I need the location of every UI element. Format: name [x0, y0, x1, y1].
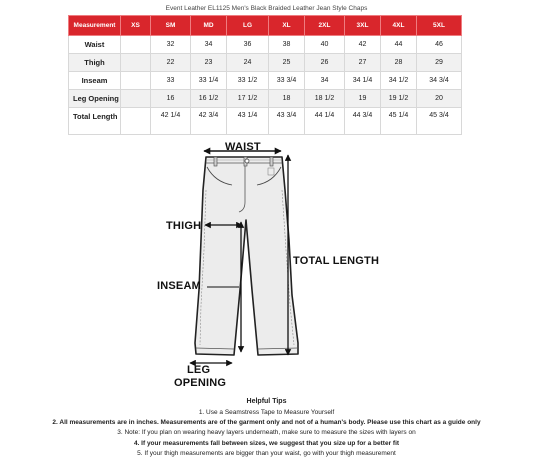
table-cell: 33 3/4 [269, 72, 305, 90]
table-cell: 38 [269, 36, 305, 54]
table-cell: 34 1/4 [345, 72, 381, 90]
table-cell: 34 1/2 [381, 72, 417, 90]
table-cell: 34 3/4 [417, 72, 462, 90]
row-label: Waist [69, 36, 121, 54]
table-cell: 18 [269, 90, 305, 108]
table-cell: 32 [151, 36, 191, 54]
table-cell: 28 [381, 54, 417, 72]
table-cell: 45 1/4 [381, 108, 417, 135]
table-cell: 45 3/4 [417, 108, 462, 135]
header-cell: XL [269, 16, 305, 36]
tip-item: 5. If your thigh measurements are bigger than your waist, go with your thigh measurement [137, 449, 396, 457]
size-chart-table [68, 15, 462, 135]
table-cell: 20 [417, 90, 462, 108]
table-cell: 33 1/4 [191, 72, 227, 90]
table-cell: 25 [269, 54, 305, 72]
table-cell: 43 1/4 [227, 108, 269, 135]
table-row [69, 54, 462, 72]
table-cell: 43 3/4 [269, 108, 305, 135]
table-cell: 26 [305, 54, 345, 72]
table-cell: 18 1/2 [305, 90, 345, 108]
table-cell: 34 [305, 72, 345, 90]
table-cell: 46 [417, 36, 462, 54]
header-cell: MD [191, 16, 227, 36]
jeans-diagram [0, 130, 533, 398]
total-length-label: TOTAL LENGTH [293, 255, 380, 267]
table-cell: 17 1/2 [227, 90, 269, 108]
table-cell [121, 36, 151, 54]
table-cell: 19 [345, 90, 381, 108]
header-cell: Measurement [69, 16, 121, 36]
table-cell: 44 3/4 [345, 108, 381, 135]
table-cell: 29 [417, 54, 462, 72]
table-cell: 24 [227, 54, 269, 72]
table-cell: 33 1/2 [227, 72, 269, 90]
tip-item: 3. Note: If you plan on wearing heavy layers underneath, make sure to measure the sizes with layers on [117, 429, 416, 437]
table-cell: 42 [345, 36, 381, 54]
table-cell: 36 [227, 36, 269, 54]
table-row [69, 36, 462, 54]
leg-label: LEG [187, 364, 211, 376]
table-cell [121, 72, 151, 90]
table-cell: 40 [305, 36, 345, 54]
table-cell [121, 90, 151, 108]
table-cell: 23 [191, 54, 227, 72]
tip-item: 1. Use a Seamstress Tape to Measure Yourself [198, 409, 335, 416]
header-cell: LG [227, 16, 269, 36]
thigh-label: THIGH [166, 220, 202, 232]
waist-label: WAIST [225, 141, 261, 153]
row-label: Leg Opening [69, 90, 121, 108]
table-cell: 44 [381, 36, 417, 54]
table-cell: 42 1/4 [151, 108, 191, 135]
table-cell: 34 [191, 36, 227, 54]
header-cell: SM [151, 16, 191, 36]
row-label: Inseam [69, 72, 121, 90]
table-header-row [69, 16, 462, 36]
header-cell: XS [121, 16, 151, 36]
chart-title: Event Leather EL1125 Men's Black Braided Leather Jean Style Chaps [165, 5, 368, 12]
table-cell: 33 [151, 72, 191, 90]
tip-item: 4. If your measurements fall between sizes, we suggest that you size up for a better fit [133, 439, 400, 447]
header-cell: 3XL [345, 16, 381, 36]
table-row [69, 72, 462, 90]
tips-heading: Helpful Tips [246, 398, 287, 405]
table-cell: 44 1/4 [305, 108, 345, 135]
table-cell: 42 3/4 [191, 108, 227, 135]
header-cell: 5XL [417, 16, 462, 36]
table-cell: 19 1/2 [381, 90, 417, 108]
row-label: Total Length [69, 108, 121, 135]
header-cell: 2XL [305, 16, 345, 36]
inseam-label: INSEAM [157, 280, 201, 292]
header-cell: 4XL [381, 16, 417, 36]
helpful-tips [0, 398, 533, 459]
table-cell: 16 [151, 90, 191, 108]
table-cell [121, 54, 151, 72]
jeans-outline [195, 157, 298, 355]
table-cell: 16 1/2 [191, 90, 227, 108]
tip-item: 2. All measurements are in inches. Measurements are of the garment only and not of a human's body. Please use this chart as a guide only [52, 419, 481, 427]
row-label: Thigh [69, 54, 121, 72]
table-cell: 27 [345, 54, 381, 72]
opening-label: OPENING [174, 377, 227, 389]
table-cell: 22 [151, 54, 191, 72]
table-row [69, 90, 462, 108]
